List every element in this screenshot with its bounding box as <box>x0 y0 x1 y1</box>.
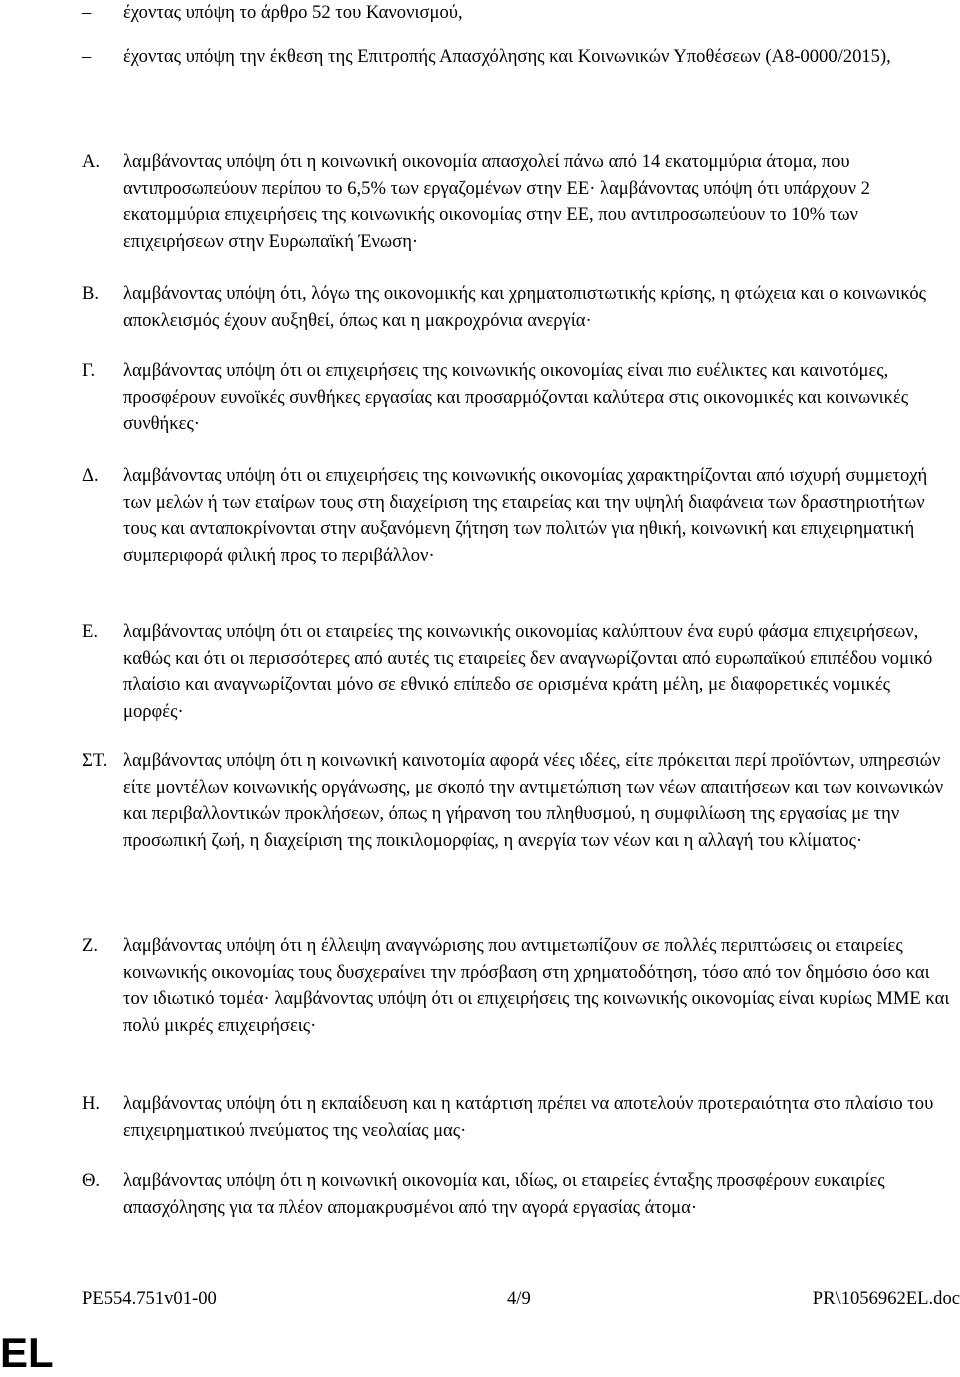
consideration-marker: Z. <box>82 935 99 956</box>
consideration-item <box>82 358 954 438</box>
recital-text: έχοντας υπόψη το άρθρο 52 του Κανονισμού, <box>123 2 463 23</box>
language-code: EL <box>0 1329 54 1376</box>
consideration-item <box>82 149 954 255</box>
consideration-item <box>82 619 954 725</box>
consideration-text: λαμβάνοντας υπόψη ότι η κοινωνική καινοτομία αφορά νέες ιδέες, είτε πρόκειται περί προϊόντων, υπηρεσιών είτε μοντέλων κοινωνικής οργάνωσης, με σκοπό την αντιμετώπιση των νέων απαιτήσεων και των κοινωνικών και περιβαλλοντικών προκλήσεων, όπως η γήρανση του πληθυσμού, η συμφιλίωση της εργασίας με την προσωπική ζωή, η διαχείριση της ποικιλομορφίας, η ανεργία των νέων και η αλλαγή του κλίματος· <box>123 750 944 851</box>
consideration-text: λαμβάνοντας υπόψη ότι η κοινωνική οικονομία και, ιδίως, οι εταιρείες ένταξης προσφέρουν ευκαιρίες απασχόλησης για τα πλέον απομακρυσμένοι από την αγορά εργασίας άτομα· <box>123 1170 885 1218</box>
consideration-marker: E. <box>82 621 99 642</box>
consideration-text: λαμβάνοντας υπόψη ότι οι επιχειρήσεις της κοινωνικής οικονομίας είναι πιο ευέλικτες και καινοτόμες, προσφέρουν ευνοϊκές συνθήκες εργασίας και προσαρμόζονται καλύτερα στις οικονομικές και κοινωνικές συνθήκες· <box>123 360 909 435</box>
consideration-item <box>82 1091 954 1144</box>
consideration-marker: ΣΤ. <box>82 750 108 771</box>
consideration-text: λαμβάνοντας υπόψη ότι οι εταιρείες της κοινωνικής οικονομίας καλύπτουν ένα ευρύ φάσμα επιχειρήσεων, καθώς και ότι οι περισσότερες από αυτές τις εταιρείες δεν αναγνωρίζονται από ευρωπαϊκού επιπέδου νομικό πλαίσιο και αναγνωρίζονται μόνο σε εθνικό επίπεδο σε ορισμένα κράτη μέλη, με διαφορετικές νομικές μορφές· <box>123 621 933 722</box>
consideration-marker: Γ. <box>82 360 96 381</box>
consideration-text: λαμβάνοντας υπόψη ότι η κοινωνική οικονομία απασχολεί πάνω από 14 εκατομμύρια άτομα, που αντιπροσωπεύουν περίπου το 6,5% των εργαζομένων στην ΕΕ· λαμβάνοντας υπόψη ότι υπάρχουν 2 εκατομμύρια επιχειρήσεις της κοινωνικής οικονομίας στην ΕΕ, που αντιπροσωπεύουν το 10% των επιχειρήσεων στην Ευρωπαϊκή Ένωση· <box>123 151 870 252</box>
page-number: 4/9 <box>507 1288 531 1309</box>
consideration-marker: H. <box>82 1093 101 1114</box>
document-reference: PE554.751v01-00 <box>82 1288 217 1309</box>
consideration-text: λαμβάνοντας υπόψη ότι οι επιχειρήσεις της κοινωνικής οικονομίας χαρακτηρίζονται από ισχυρή συμμετοχή των μελών ή των εταίρων τους στη διαχείριση της εταιρείας και την υψηλή διαφάνεια των δραστηριοτήτων τους και ανταποκρίνονται στην αυξανόμενη ζήτηση των πολιτών για ηθική, κοινωνική και επιχειρηματική συμπεριφορά φιλική προς το περιβάλλον· <box>123 465 928 566</box>
consideration-item <box>82 933 954 1039</box>
dash-marker: – <box>82 2 92 23</box>
consideration-text: λαμβάνοντας υπόψη ότι η εκπαίδευση και η κατάρτιση πρέπει να αποτελούν προτεραιότητα στο πλαίσιο του επιχειρηματικού πνεύματος της νεολαίας μας· <box>123 1093 934 1141</box>
file-name: PR\1056962EL.doc <box>812 1288 960 1309</box>
recital-item <box>82 44 954 71</box>
consideration-item <box>82 1168 954 1221</box>
recital-text: έχοντας υπόψη την έκθεση της Επιτροπής Απασχόλησης και Κοινωνικών Υποθέσεων (A8-0000/2015), <box>123 46 891 67</box>
consideration-marker: B. <box>82 283 100 304</box>
consideration-text: λαμβάνοντας υπόψη ότι η έλλειψη αναγνώρισης που αντιμετωπίζουν σε πολλές περιπτώσεις οι εταιρείες κοινωνικής οικονομίας τους δυσχεραίνει την πρόσβαση στη χρηματοδότηση, τόσο από τον δημόσιο όσο και τον ιδιωτικό τομέα· λαμβάνοντας υπόψη ότι οι επιχειρήσεις της κοινωνικής οικονομίας είναι κυρίως ΜΜΕ και πολύ μικρές επιχειρήσεις· <box>123 935 950 1036</box>
consideration-item <box>82 748 954 854</box>
consideration-item <box>82 463 954 569</box>
dash-marker: – <box>82 46 92 67</box>
consideration-marker: A. <box>82 151 101 172</box>
consideration-marker: Θ. <box>82 1170 101 1191</box>
recital-item <box>82 0 954 27</box>
consideration-item <box>82 281 954 334</box>
consideration-marker: Δ. <box>82 465 99 486</box>
consideration-text: λαμβάνοντας υπόψη ότι, λόγω της οικονομικής και χρηματοπιστωτικής κρίσης, η φτώχεια και ο κοινωνικός αποκλεισμός έχουν αυξηθεί, όπως και η μακροχρόνια ανεργία· <box>123 283 927 331</box>
